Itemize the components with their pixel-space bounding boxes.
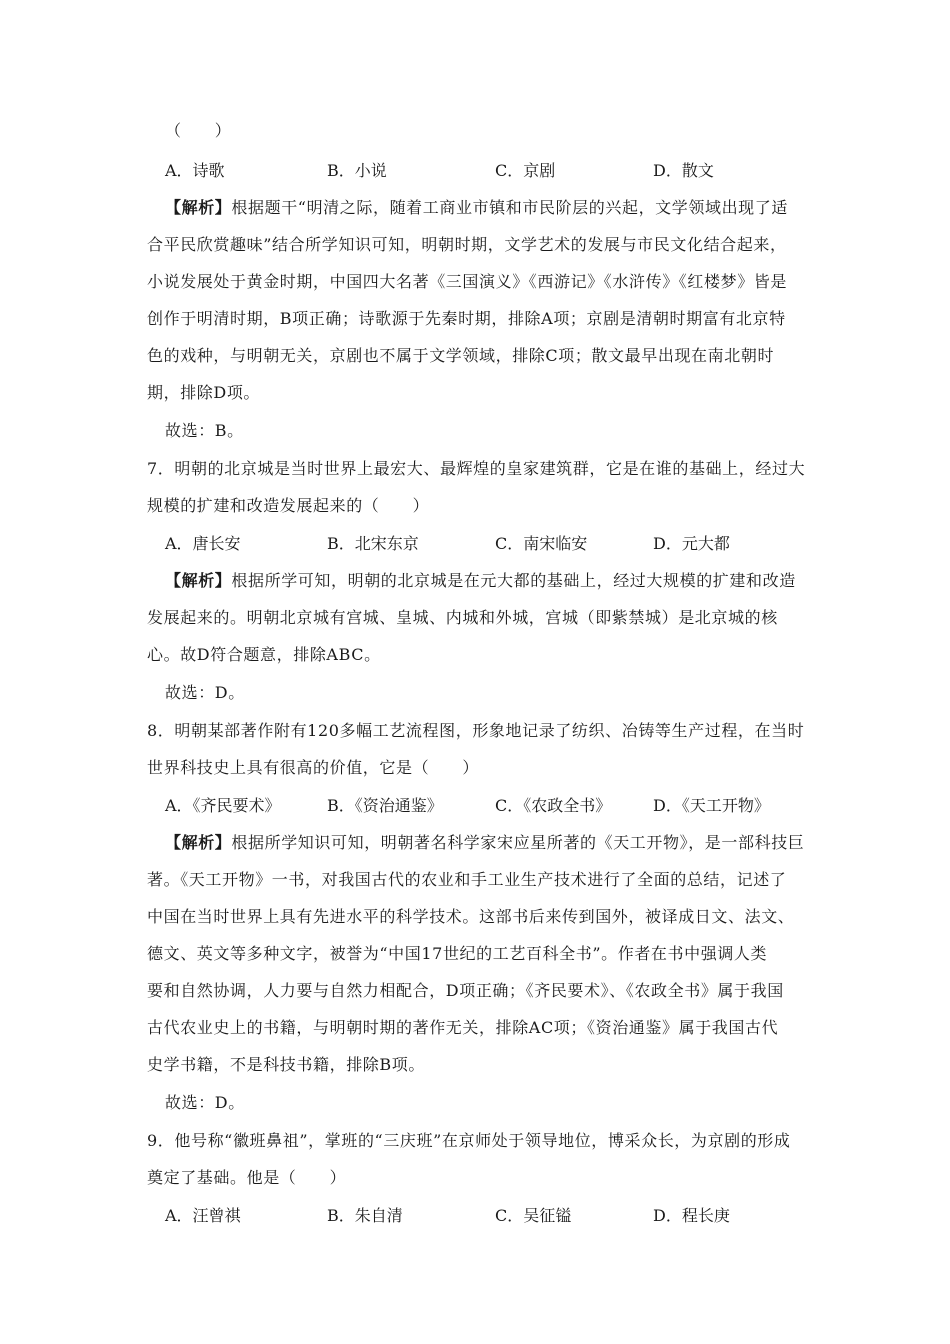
- q8-answer: 故选：D。: [165, 1093, 245, 1112]
- q9-option-a: A．汪曾祺: [165, 1206, 241, 1225]
- q9-option-c: C．吴征镒: [495, 1206, 572, 1225]
- q6-option-a: A．诗歌: [165, 161, 225, 180]
- q8-analysis-line-6: 古代农业史上的书籍，与明朝时期的著作无关，排除AC项；《资治通鉴》属于我国古代: [147, 1018, 779, 1037]
- q7-analysis-line-1: 【解析】根据所学可知，明朝的北京城是在元大都的基础上，经过大规模的扩建和改造: [165, 571, 796, 590]
- q8-option-a: A．《齐民要术》: [165, 796, 281, 815]
- q6-answer: 故选：B。: [165, 421, 244, 440]
- q8-stem-line-2: 世界科技史上具有很高的价值，它是（ ）: [147, 758, 480, 777]
- q6-analysis-line-3: 小说发展处于黄金时期，中国四大名著《三国演义》《西游记》《水浒传》《红楼梦》皆是: [147, 272, 788, 291]
- q6-analysis-line-5: 色的戏种，与明朝无关，京剧也不属于文学领域，排除C项；散文最早出现在南北朝时: [147, 346, 775, 365]
- q6-option-b: B．小说: [327, 161, 387, 180]
- q6-option-d: D．散文: [653, 161, 714, 180]
- q7-analysis-line-2: 发展起来的。明朝北京城有宫城、皇城、内城和外城，宫城（即紫禁城）是北京城的核: [147, 608, 778, 627]
- q8-analysis-line-4: 德文、英文等多种文字，被誉为“中国17世纪的工艺百科全书”。作者在书中强调人类: [147, 944, 768, 963]
- q8-option-b: B．《资治通鉴》: [327, 796, 443, 815]
- q6-analysis-tag: 【解析】: [165, 198, 232, 217]
- q8-analysis-line-5: 要和自然协调，人力要与自然力相配合，D项正确；《齐民要术》、《农政全书》属于我国: [147, 981, 784, 1000]
- q7-option-a: A．唐长安: [165, 534, 241, 553]
- q7-option-c: C．南宋临安: [495, 534, 588, 553]
- q8-stem-line-1: 8．明朝某部著作附有120多幅工艺流程图，形象地记录了纺织、冶铸等生产过程，在当时: [147, 721, 805, 740]
- q7-stem-line-1: 7．明朝的北京城是当时世界上最宏大、最辉煌的皇家建筑群，它是在谁的基础上，经过大: [147, 459, 806, 478]
- q6-option-c: C．京剧: [495, 161, 556, 180]
- q6-analysis-line-4: 创作于明清时期，B项正确；诗歌源于先秦时期，排除A项；京剧是清朝时期富有北京特: [147, 309, 786, 328]
- q9-option-d: D．程长庚: [653, 1206, 730, 1225]
- q8-analysis-line-3: 中国在当时世界上具有先进水平的科学技术。这部书后来传到国外，被译成日文、法文、: [147, 907, 795, 926]
- q6-analysis-line-1: 【解析】根据题干“明清之际，随着工商业市镇和市民阶层的兴起，文学领域出现了适: [165, 198, 788, 217]
- q7-option-d: D．元大都: [653, 534, 730, 553]
- q8-analysis-line-2: 著。《天工开物》一书，对我国古代的农业和手工业生产技术进行了全面的总结，记述了: [147, 870, 787, 889]
- q6-analysis-line-2: 合平民欣赏趣味”结合所学知识可知，明朝时期，文学艺术的发展与市民文化结合起来，: [147, 235, 787, 254]
- q6-stem-tail: （ ）: [165, 121, 232, 140]
- q9-stem-line-1: 9．他号称“徽班鼻祖”，掌班的“三庆班”在京师处于领导地位，博采众长，为京剧的形成: [147, 1131, 791, 1150]
- q7-answer: 故选：D。: [165, 683, 245, 702]
- q7-option-b: B．北宋东京: [327, 534, 419, 553]
- q7-analysis-line-3: 心。故D符合题意，排除ABC。: [147, 645, 381, 664]
- q8-option-d: D．《天工开物》: [653, 796, 770, 815]
- q7-analysis-tag: 【解析】: [165, 571, 232, 590]
- q8-analysis-line-1: 【解析】根据所学知识可知，明朝著名科学家宋应星所著的《天工开物》，是一部科技巨: [165, 833, 805, 852]
- q7-stem-line-2: 规模的扩建和改造发展起来的（ ）: [147, 496, 430, 515]
- q9-stem-line-2: 奠定了基础。他是（ ）: [147, 1168, 347, 1187]
- q9-option-b: B．朱自清: [327, 1206, 403, 1225]
- q8-analysis-tag: 【解析】: [165, 833, 232, 852]
- q8-option-c: C．《农政全书》: [495, 796, 612, 815]
- q8-analysis-line-7: 史学书籍，不是科技书籍，排除B项。: [147, 1055, 425, 1074]
- q6-analysis-line-6: 期，排除D项。: [147, 383, 261, 402]
